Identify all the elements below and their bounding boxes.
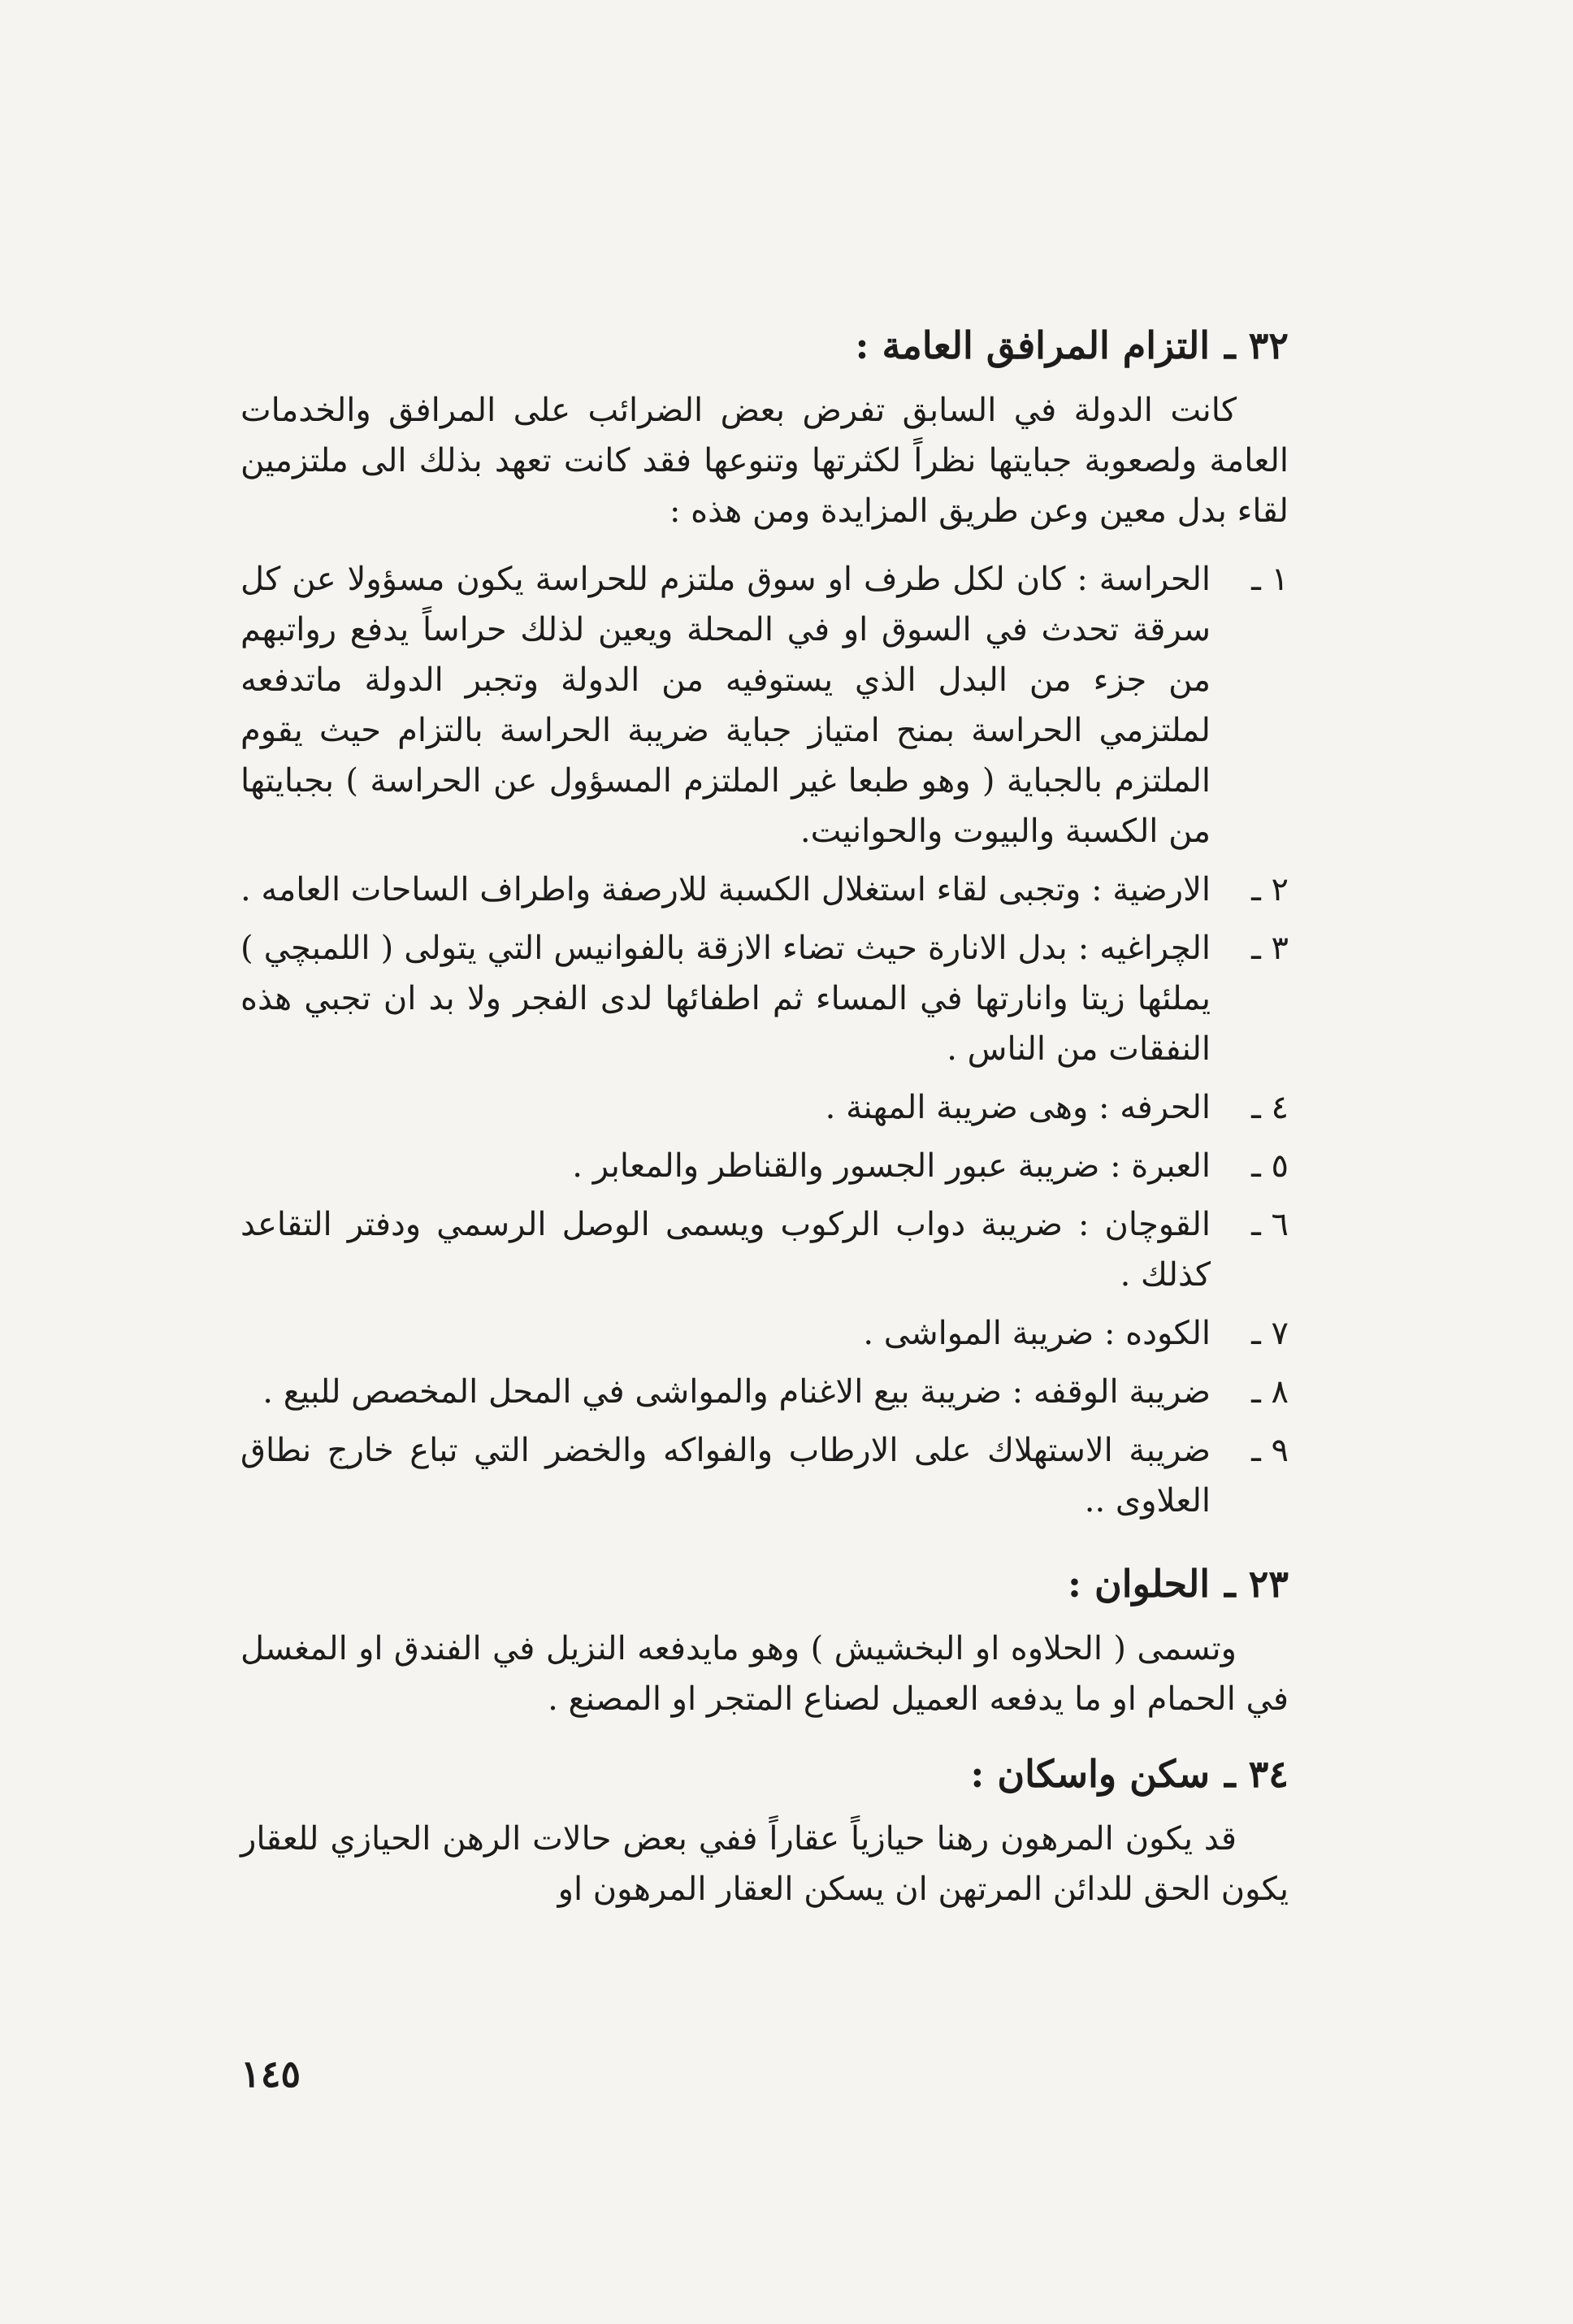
list-item-text: الكوده : ضريبة المواشى . (863, 1315, 1211, 1352)
section-title: الحلوان : (1068, 1562, 1211, 1606)
list-item-number: ١ ـ (1251, 561, 1289, 598)
section-spacer (240, 1724, 1289, 1745)
list-item (240, 1425, 1289, 1526)
section-number: ٢٣ ـ (1224, 1562, 1289, 1606)
list-item (240, 1367, 1289, 1417)
page-body (240, 317, 1289, 1914)
section-number: ٣٢ ـ (1224, 323, 1289, 367)
list-item-number: ٥ ـ (1251, 1147, 1289, 1185)
list-item (240, 1141, 1289, 1191)
page-number: ١٤٥ (240, 2052, 301, 2096)
section-paragraph: قد يكون المرهون رهنا حيازياً عقاراً ففي بعض حالات الرهن الحيازي للعقار يكون الحق للدائن المرتهن ان يسكن العقار المرهون او (240, 1820, 1289, 1908)
list-item-text: العبرة : ضريبة عبور الجسور والقناطر والمعابر . (572, 1147, 1211, 1185)
list-item (240, 923, 1289, 1074)
tax-list (240, 554, 1289, 1526)
section-title: التزام المرافق العامة : (855, 323, 1211, 367)
section-spacer (240, 1534, 1289, 1555)
list-item-number: ٩ ـ (1251, 1432, 1289, 1469)
list-item-number: ٦ ـ (1251, 1206, 1289, 1243)
list-item-text: الحراسة : كان لكل طرف او سوق ملتزم للحراسة يكون مسؤولا عن كل سرقة تحدث في السوق او في المحلة ويعين لذلك حراساً يدفع رواتبهم من جزء من البدل الذي يستوفيه من الدولة وتجبر الدولة ماتدفعه لملتزمي الحراسة بمنح امتياز جباية ضريبة الحراسة بالتزام حيث يقوم الملتزم بالجباية ( وهو طبعا غير الملتزم المسؤول عن الحراسة ) بجبايتها من الكسبة والبيوت والحوانيت. (240, 561, 1211, 850)
list-item-number: ٨ ـ (1251, 1373, 1289, 1411)
list-item-text: الارضية : وتجبى لقاء استغلال الكسبة للارصفة واطراف الساحات العامه . (240, 871, 1211, 908)
list-item (240, 1082, 1289, 1133)
section-heading-32 (240, 317, 1289, 374)
list-item-number: ٧ ـ (1251, 1315, 1289, 1352)
list-item-text: الحرفه : وهى ضريبة المهنة . (825, 1089, 1211, 1126)
list-item-number: ٢ ـ (1251, 871, 1289, 908)
list-item (240, 554, 1289, 856)
section-title: سكن واسكان : (970, 1752, 1211, 1796)
section-paragraph: وتسمى ( الحلاوه او البخشيش ) وهو مايدفعه النزيل في الفندق او المغسل في الحمام او ما يدفعه العميل لصناع المتجر او المصنع . (240, 1630, 1289, 1718)
section-heading-34 (240, 1745, 1289, 1802)
list-item-number: ٤ ـ (1251, 1089, 1289, 1126)
list-item-text: ضريبة الاستهلاك على الارطاب والفواكه والخضر التي تباع خارج نطاق العلاوى .. (240, 1432, 1211, 1520)
list-item (240, 865, 1289, 915)
list-item (240, 1199, 1289, 1300)
list-item-text: القوچان : ضريبة دواب الركوب ويسمى الوصل الرسمي ودفتر التقاعد كذلك . (240, 1206, 1211, 1294)
section-heading-33 (240, 1555, 1289, 1612)
section-number: ٣٤ ـ (1224, 1752, 1289, 1796)
section-intro-paragraph: كانت الدولة في السابق تفرض بعض الضرائب على المرافق والخدمات العامة ولصعوبة جبايتها نظراً لكثرتها وتنوعها فقد كانت تعهد بذلك الى ملتزمين لقاء بدل معين وعن طريق المزايدة ومن هذه : (240, 392, 1289, 530)
list-item-number: ٣ ـ (1251, 930, 1289, 967)
list-item (240, 1308, 1289, 1359)
list-item-text: ضريبة الوقفه : ضريبة بيع الاغنام والمواشى في المحل المخصص للبيع . (262, 1373, 1211, 1411)
list-item-text: الچراغيه : بدل الانارة حيث تضاء الازقة بالفوانيس التي يتولى ( اللمبچي ) يملئها زيتا وانارتها في المساء ثم اطفائها لدى الفجر ولا بد ان تجبي هذه النفقات من الناس . (240, 930, 1211, 1068)
